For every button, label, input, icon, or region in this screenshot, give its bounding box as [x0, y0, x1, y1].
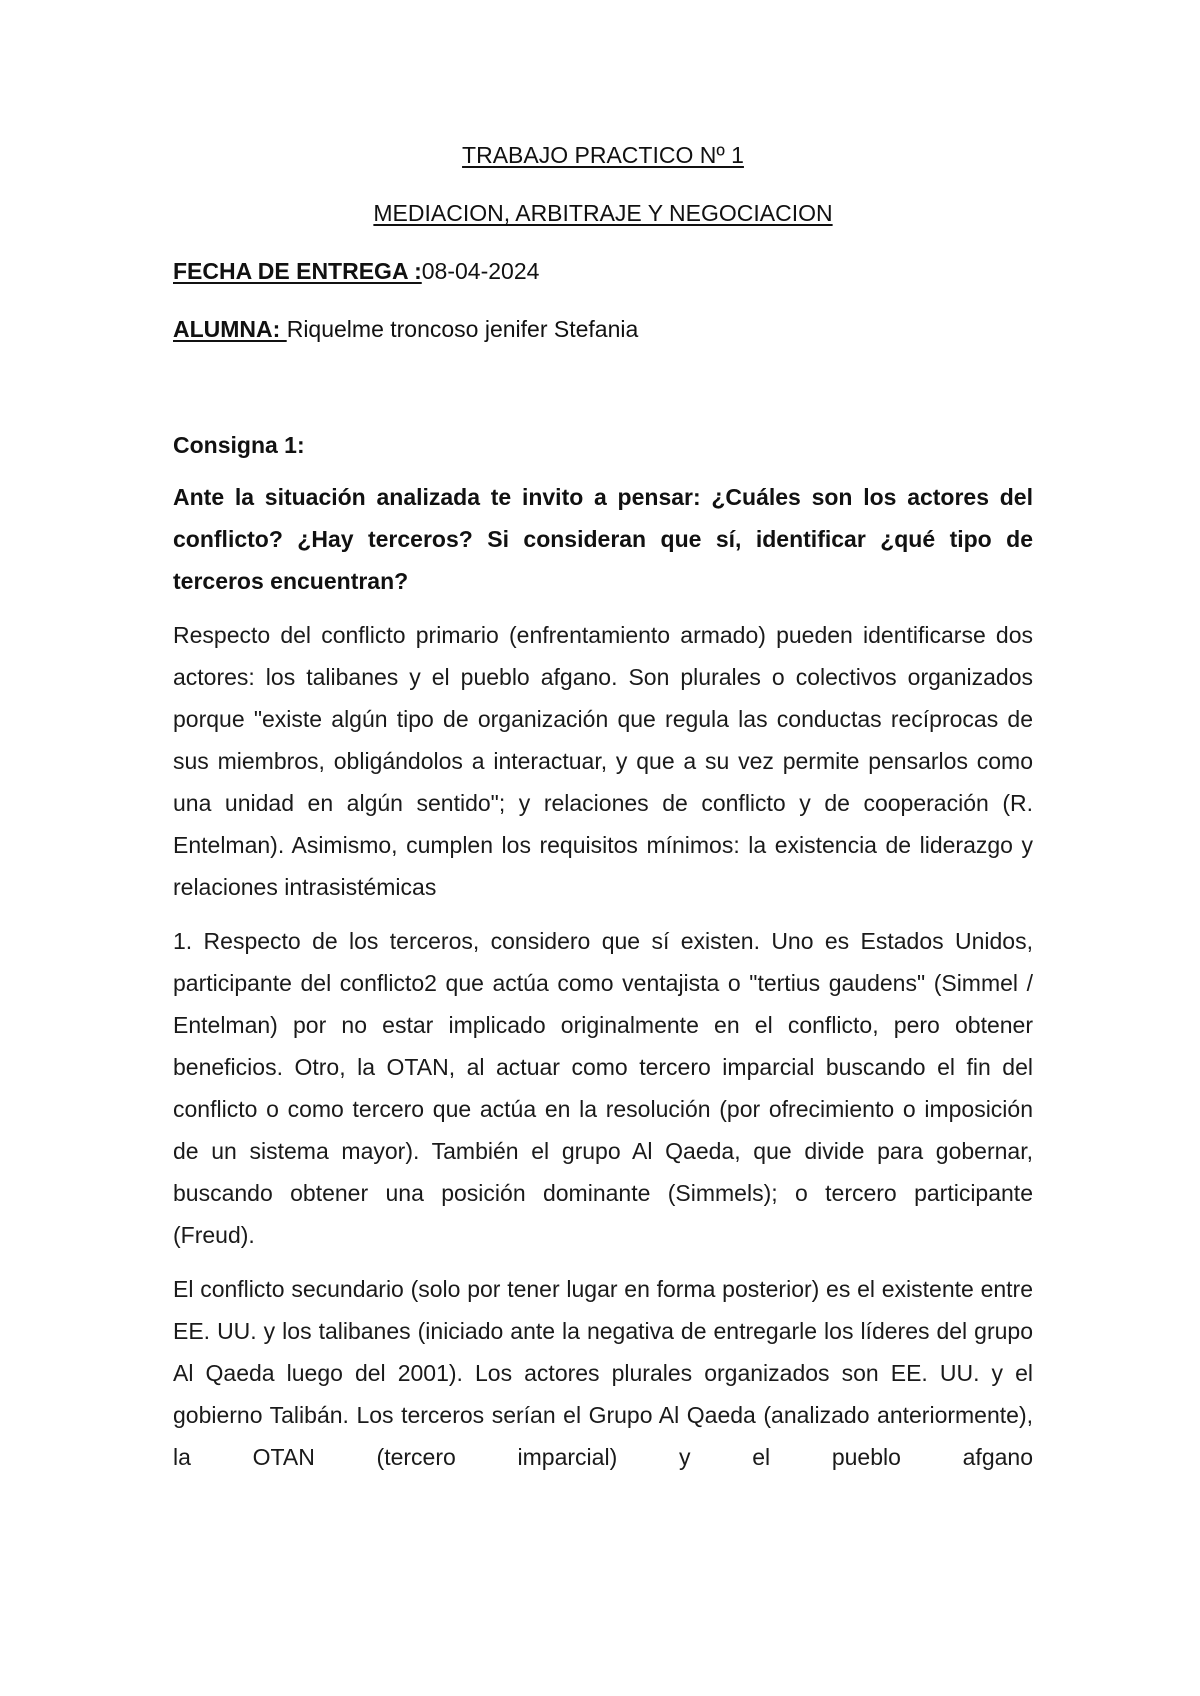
- document-subtitle: MEDIACION, ARBITRAJE Y NEGOCIACION: [373, 200, 833, 226]
- document-title: TRABAJO PRACTICO Nº 1: [462, 142, 744, 168]
- document-page: [173, 140, 1033, 1478]
- consigna-question: Ante la situación analizada te invito a pensar: ¿Cuáles son los actores del conflicto? ¿Hay terceros? Si consideran que sí, identificar ¿qué tipo de terceros encuentran?: [173, 484, 1033, 594]
- fecha-label: FECHA DE ENTREGA :: [173, 258, 422, 284]
- paragraph-conflicto-secundario: El conflicto secundario (solo por tener lugar en forma posterior) es el existente entre EE. UU. y los talibanes (iniciado ante la negativa de entregarle los líderes del grupo Al Qaeda luego del 2001). Los actores plurales organizados son EE. UU. y el gobierno Talibán. Los terceros serían el Grupo Al Qaeda (analizado anteriormente), la OTAN (tercero imparcial) y el pueblo afgano: [173, 1276, 1033, 1470]
- fecha-field: [173, 256, 1033, 286]
- alumna-value: Riquelme troncoso jenifer Stefania: [286, 316, 639, 342]
- alumna-label: ALUMNA:: [173, 316, 287, 342]
- paragraph-conflicto-primario: Respecto del conflicto primario (enfrentamiento armado) pueden identificarse dos actores: los talibanes y el pueblo afgano. Son plurales o colectivos organizados porque "existe algún tipo de organización que regula las conductas recíprocas de sus miembros, obligándolos a interactuar, y que a su vez permite pensarlos como una unidad en algún sentido"; y relaciones de conflicto y de cooperación (R. Entelman). Asimismo, cumplen los requisitos mínimos: la existencia de liderazgo y relaciones intrasistémicas: [173, 622, 1033, 900]
- alumna-field: [173, 314, 1033, 344]
- fecha-value: 08-04-2024: [421, 258, 540, 284]
- consigna-heading: Consigna 1:: [173, 432, 305, 458]
- paragraph-terceros: 1. Respecto de los terceros, considero que sí existen. Uno es Estados Unidos, participante del conflicto2 que actúa como ventajista o "tertius gaudens" (Simmel / Entelman) por no estar implicado originalmente en el conflicto, pero obtener beneficios. Otro, la OTAN, al actuar como tercero imparcial buscando el fin del conflicto o como tercero que actúa en la resolución (por ofrecimiento o imposición de un sistema mayor). También el grupo Al Qaeda, que divide para gobernar, buscando obtener una posición dominante (Simmels); o tercero participante (Freud).: [173, 928, 1033, 1248]
